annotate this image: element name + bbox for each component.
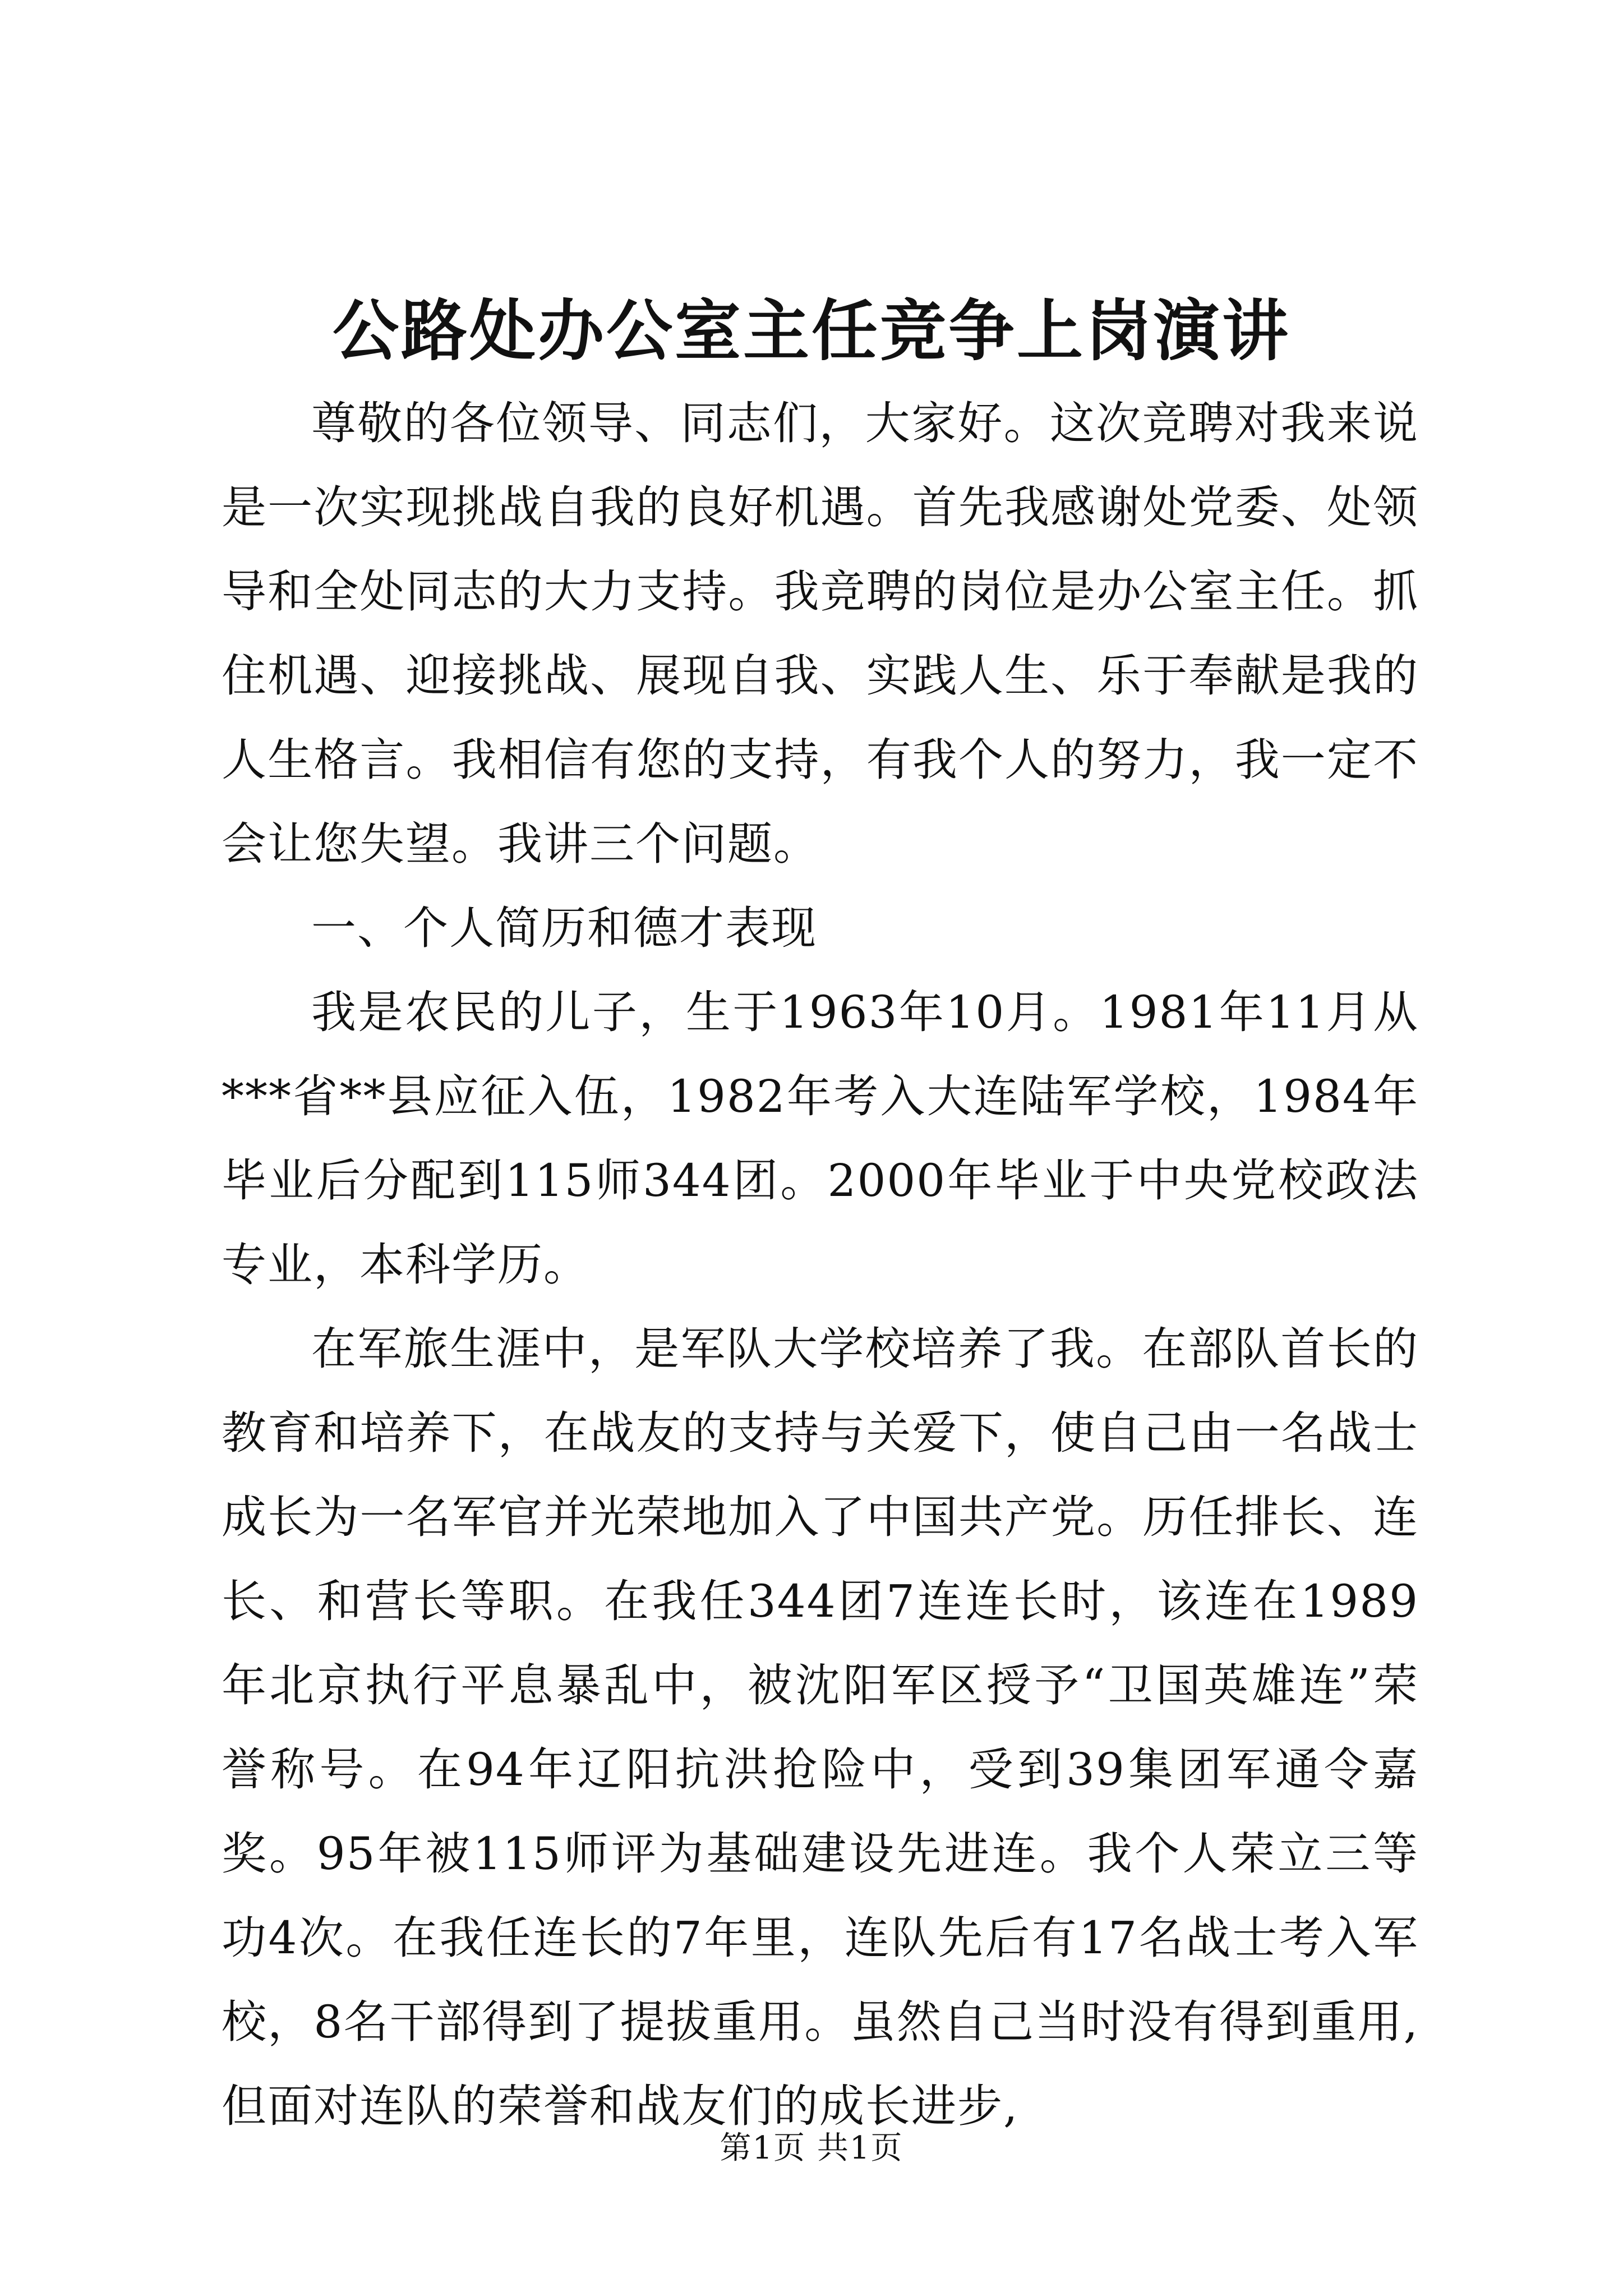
paragraph-military-career: 在军旅生涯中，是军队大学校培养了我。在部队首长的教育和培养下，在战友的支持与关爱下，使自己由一名战士成长为一名军官并光荣地加入了中国共产党。历任排长、连长、和营长等职。在我任344团7连连长时，该连在1989年北京执行平息暴乱中，被沈阳军区授予“卫国英雄连”荣誉称号。在94年辽阳抗洪抢险中，受到39集团军通令嘉奖。95年被115师评为基础建设先进连。我个人荣立三等功4次。在我任连长的7年里，连队先后有17名战士考入军校，8名干部得到了提拔重用。虽然自己当时没有得到重用,但面对连队的荣誉和战友们的成长进步,: [222, 1323, 1419, 2132]
section-heading: 一、个人简历和德才表现: [311, 902, 817, 954]
document-title: 公路处办公室主任竞争上岗演讲: [332, 292, 1290, 370]
paragraph-resume: 我是农民的儿子，生于1963年10月。1981年11月从***省**县应征入伍，1982年考入大连陆军学校，1984年毕业后分配到115师344团。2000年毕业于中央党校政法专业，本科学历。: [222, 986, 1419, 1291]
page-footer: 第1页 共1页: [720, 2130, 903, 2166]
document-body: [222, 381, 1419, 2148]
paragraph-greeting: 尊敬的各位领导、同志们，大家好。这次竞聘对我来说是一次实现挑战自我的良好机遇。首先我感谢处党委、处领导和全处同志的大力支持。我竞聘的岗位是办公室主任。抓住机遇、迎接挑战、展现自我、实践人生、乐于奉献是我的人生格言。我相信有您的支持，有我个人的努力，我一定不会让您失望。我讲三个问题。: [222, 397, 1419, 870]
